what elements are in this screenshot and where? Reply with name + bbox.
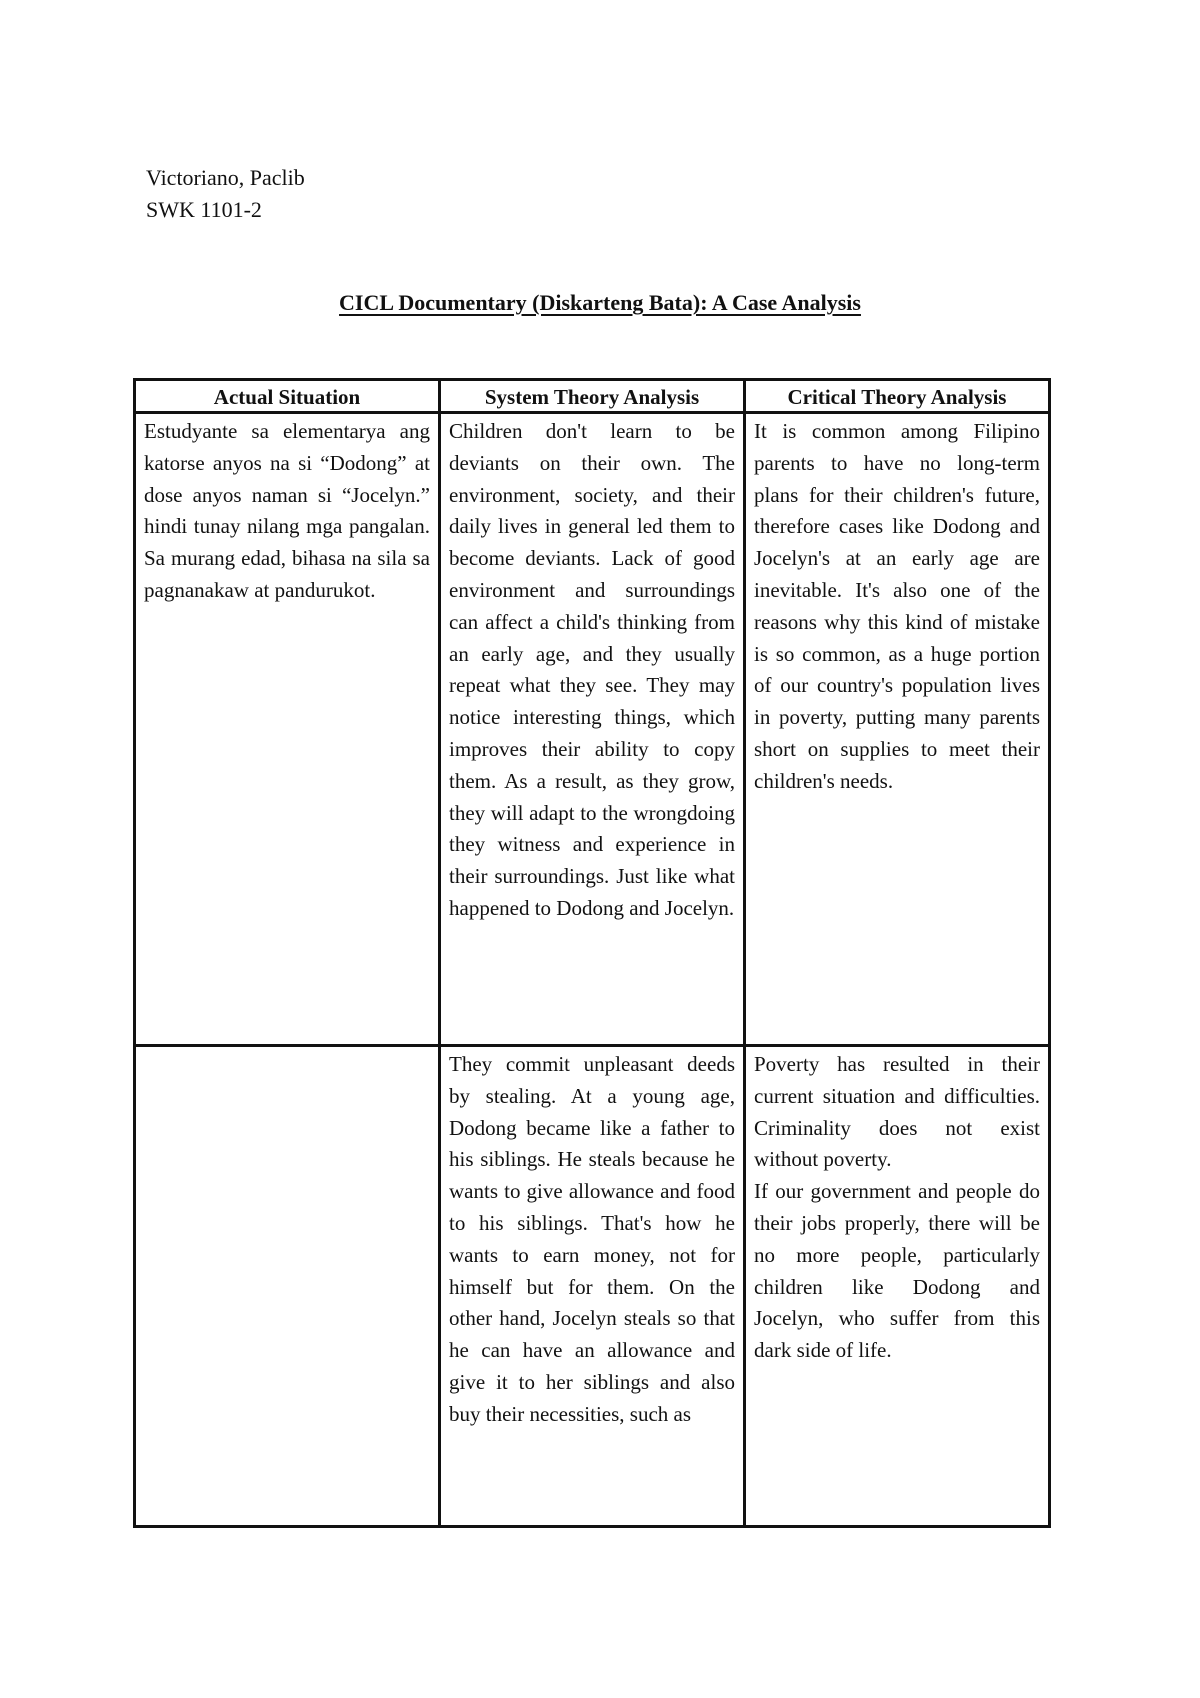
- table-header-row: [135, 380, 1050, 413]
- cell-text: Poverty has resulted in their current situation and difficulties. Criminality does not exist without poverty.: [754, 1052, 1040, 1172]
- cell-text: Estudyante sa elementarya ang katorse anyos na si “Dodong” at dose anyos naman si “Jocelyn.” hindi tunay nilang mga pangalan. Sa murang edad, bihasa na sila sa pagnanakaw at pandurukot.: [144, 419, 430, 602]
- column-header-critical-theory: Critical Theory Analysis: [745, 380, 1050, 413]
- cell-text: If our government and people do their jobs properly, there will be no more people, particularly children like Dodong and Jocelyn, who suffer from this dark side of life.: [754, 1179, 1040, 1363]
- author-block: [146, 162, 305, 226]
- cell-text: They commit unpleasant deeds by stealing. At a young age, Dodong became like a father to his siblings. He steals because he wants to give allowance and food to his siblings. That's how he wants to earn money, not for himself but for them. On the other hand, Jocelyn steals so that he can have an allowance and give it to her siblings and also buy their necessities, such as: [449, 1052, 735, 1426]
- author-name: Victoriano, Paclib: [146, 165, 305, 190]
- system-theory-cell: [440, 1046, 745, 1527]
- case-analysis-table: [133, 378, 1051, 1528]
- actual-situation-cell: [135, 1046, 440, 1527]
- actual-situation-cell: [135, 413, 440, 1046]
- column-header-system-theory: System Theory Analysis: [440, 380, 745, 413]
- system-theory-cell: [440, 413, 745, 1046]
- course-code: SWK 1101-2: [146, 197, 262, 222]
- document-title: CICL Documentary (Diskarteng Bata): A Case Analysis: [339, 290, 861, 315]
- column-header-actual-situation: Actual Situation: [135, 380, 440, 413]
- table-row: [135, 1046, 1050, 1527]
- critical-theory-cell: [745, 413, 1050, 1046]
- critical-theory-cell: [745, 1046, 1050, 1527]
- table-row: [135, 413, 1050, 1046]
- cell-text: Children don't learn to be deviants on their own. The environment, society, and their daily lives in general led them to become deviants. Lack of good environment and surroundings can affect a child's thinking from an early age, and they usually repeat what they see. They may notice interesting things, which improves their ability to copy them. As a result, as they grow, they will adapt to the wrongdoing they witness and experience in their surroundings. Just like what happened to Dodong and Jocelyn.: [449, 419, 735, 920]
- cell-text: It is common among Filipino parents to have no long-term plans for their children's future, therefore cases like Dodong and Jocelyn's at an early age are inevitable. It's also one of the reasons why this kind of mistake is so common, as a huge portion of our country's population lives in poverty, putting many parents short on supplies to meet their children's needs.: [754, 419, 1040, 793]
